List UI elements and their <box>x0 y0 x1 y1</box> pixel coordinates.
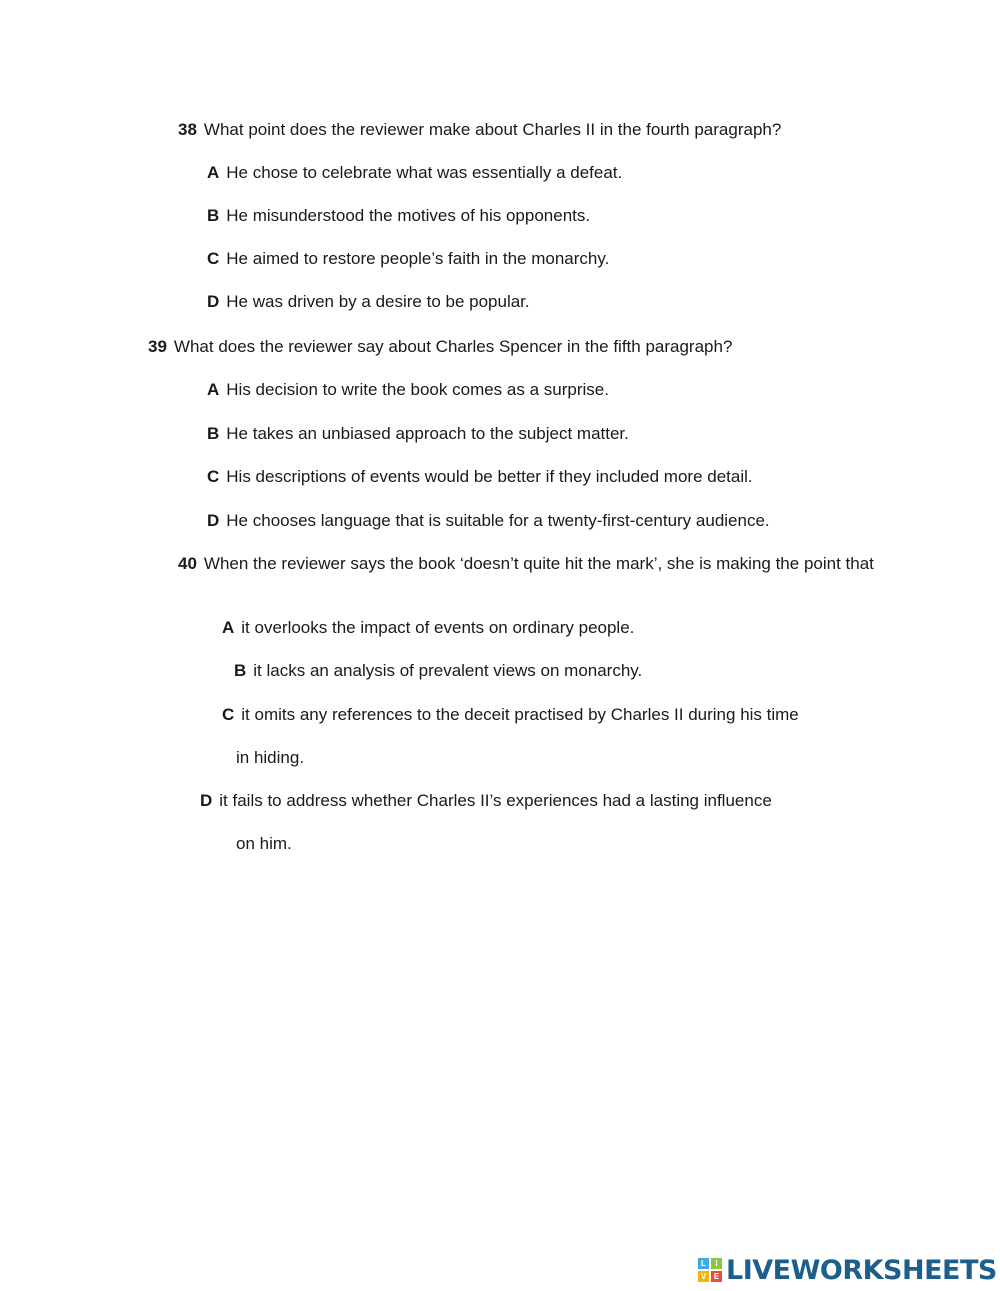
option-40-d-continuation <box>236 833 292 854</box>
option-text: it lacks an analysis of prevalent views on monarchy. <box>253 661 643 680</box>
logo-letter: V <box>698 1271 709 1282</box>
option-letter: A <box>207 163 220 182</box>
logo-letter: E <box>711 1271 722 1282</box>
option-text: He chose to celebrate what was essentially a defeat. <box>226 163 623 182</box>
logo-letter: L <box>698 1258 709 1269</box>
option-letter: C <box>207 249 220 268</box>
option-text: on him. <box>236 834 292 853</box>
option-text: it omits any references to the deceit practised by Charles II during his time <box>241 705 799 724</box>
option-40-d <box>200 790 772 811</box>
option-text: He was driven by a desire to be popular. <box>226 292 530 311</box>
option-letter: A <box>222 618 235 637</box>
option-text: He chooses language that is suitable for a twenty-first-century audience. <box>226 511 770 530</box>
option-39-c <box>207 466 753 487</box>
option-text: it overlooks the impact of events on ordinary people. <box>241 618 635 637</box>
option-40-c-continuation <box>236 747 304 768</box>
option-40-c <box>222 704 799 725</box>
question-38 <box>178 119 781 140</box>
option-38-a <box>207 162 622 183</box>
question-40 <box>178 553 888 574</box>
option-40-b <box>234 660 642 681</box>
question-number: 39 <box>148 337 167 356</box>
option-38-d <box>207 291 530 312</box>
question-text: What point does the reviewer make about Charles II in the fourth paragraph? <box>203 120 782 139</box>
option-39-a <box>207 379 609 400</box>
option-38-b <box>207 205 590 226</box>
question-number: 38 <box>178 120 197 139</box>
option-40-a <box>222 617 634 638</box>
question-39 <box>148 336 732 357</box>
option-letter: C <box>222 705 235 724</box>
option-letter: A <box>207 380 220 399</box>
option-text: in hiding. <box>236 748 305 767</box>
option-letter: D <box>207 511 220 530</box>
option-letter: C <box>207 467 220 486</box>
option-letter: B <box>207 206 220 225</box>
liveworksheets-logo <box>698 1255 997 1285</box>
logo-letter: I <box>711 1258 722 1269</box>
logo-text: LIVEWORKSHEETS <box>726 1254 997 1286</box>
option-text: His descriptions of events would be better if they included more detail. <box>226 467 753 486</box>
option-text: His decision to write the book comes as a surprise. <box>226 380 609 399</box>
option-letter: B <box>207 424 220 443</box>
logo-mark-icon <box>698 1258 722 1282</box>
option-39-d <box>207 510 770 531</box>
question-text: When the reviewer says the book ‘doesn’t quite hit the mark’, she is making the point that <box>203 554 874 573</box>
option-39-b <box>207 423 629 444</box>
option-letter: B <box>234 661 247 680</box>
option-text: He aimed to restore people’s faith in the monarchy. <box>226 249 610 268</box>
option-38-c <box>207 248 609 269</box>
question-number: 40 <box>178 554 197 573</box>
option-text: it fails to address whether Charles II’s experiences had a lasting influence <box>219 791 772 810</box>
option-text: He misunderstood the motives of his opponents. <box>226 206 591 225</box>
option-letter: D <box>200 791 213 810</box>
option-letter: D <box>207 292 220 311</box>
option-text: He takes an unbiased approach to the subject matter. <box>226 424 629 443</box>
question-text: What does the reviewer say about Charles Spencer in the fifth paragraph? <box>173 337 733 356</box>
